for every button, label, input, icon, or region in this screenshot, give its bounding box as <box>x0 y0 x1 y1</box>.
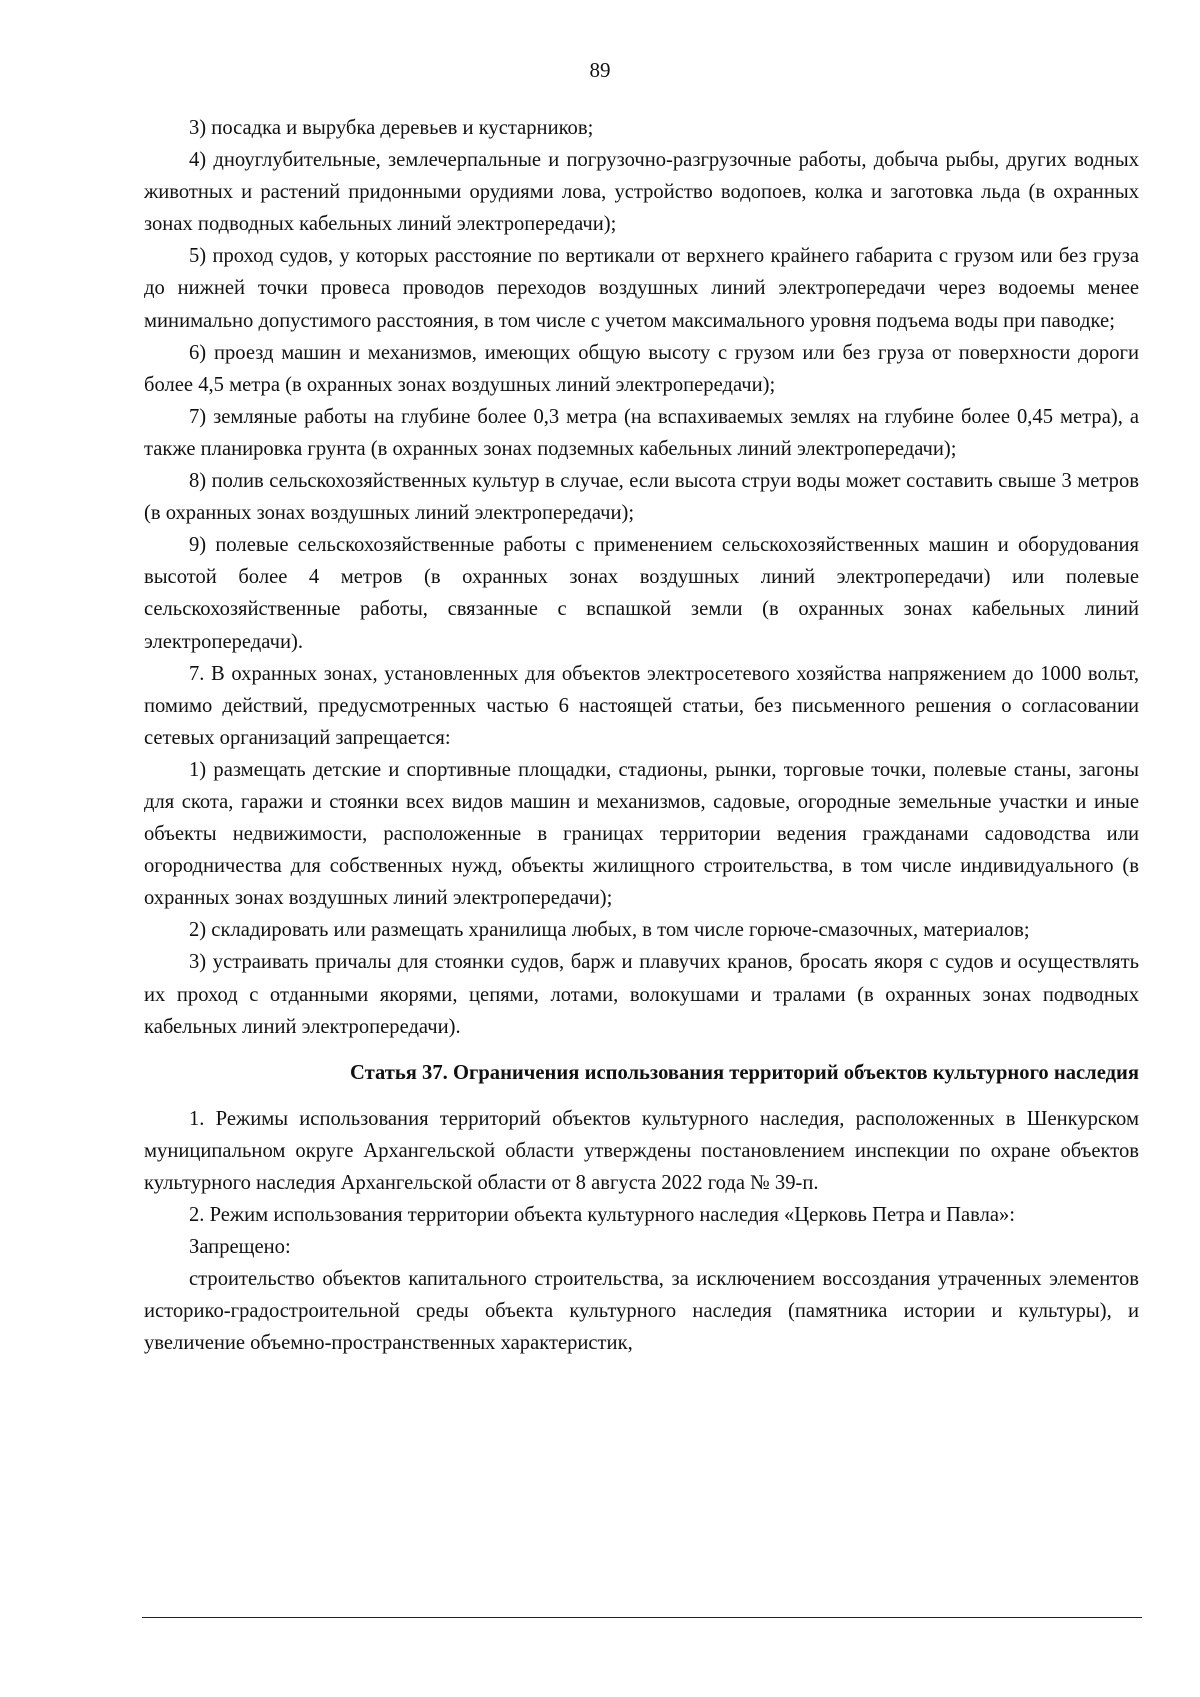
paragraph-clause-7-item-2: 2) складировать или размещать хранилища любых, в том числе горюче-смазочных, материалов; <box>189 919 1030 942</box>
paragraph-item-3: 3) посадка и вырубка деревьев и кустарников; <box>189 117 594 139</box>
paragraph-item-4: 4) дноуглубительные, землечерпальные и погрузочно-разгрузочные работы, добыча рыбы, других водных животных и растений придонными орудиями лова, устройство водопоев, колка и заготовка льда (в охранных зонах подводных кабельных линий электропередачи); <box>144 149 1139 236</box>
paragraph-item-7: 7) земляные работы на глубине более 0,3 метра (на вспахиваемых землях на глубине более 0,45 метра), а также планировка грунта (в охранных зонах подземных кабельных линий электропередачи); <box>144 405 1139 460</box>
paragraph-clause-7: 7. В охранных зонах, установленных для объектов электросетевого хозяйства напряжением до 1000 вольт, помимо действий, предусмотренных частью 6 настоящей статьи, без письменного решения о согласовании сетевых организаций запрещается: <box>144 662 1139 749</box>
paragraph-item-6: 6) проезд машин и механизмов, имеющих общую высоту с грузом или без груза от поверхности дороги более 4,5 метра (в охранных зонах воздушных линий электропередачи); <box>144 341 1139 396</box>
article-paragraph-construction: строительство объектов капитального строительства, за исключением воссоздания утраченных элементов историко-градостроительной среды объекта культурного наследия (памятника истории и культуры), и увеличение объемно-пространственных характеристик, <box>144 1268 1139 1355</box>
page-number: 89 <box>589 58 611 82</box>
document-body <box>144 112 1139 1360</box>
article-paragraph-1: 1. Режимы использования территорий объектов культурного наследия, расположенных в Шенкурском муниципальном округе Архангельской области утверждены постановлением инспекции по охране объектов культурного наследия Архангельской области от 8 августа 2022 года № 39-п. <box>144 1107 1139 1194</box>
paragraph-clause-7-item-1: 1) размещать детские и спортивные площадки, стадионы, рынки, торговые точки, полевые станы, загоны для скота, гаражи и стоянки всех видов машин и механизмов, садовые, огородные земельные участки и иные объекты недвижимости, расположенные в границах территории ведения гражданами садоводства или огородничества для собственных нужд, объекты жилищного строительства, в том числе индивидуального (в охранных зонах воздушных линий электропередачи); <box>144 758 1139 910</box>
footer-divider <box>142 1617 1142 1618</box>
article-heading: Статья 37. Ограничения использования территорий объектов культурного наследия <box>350 1061 1139 1084</box>
article-paragraph-prohibited: Запрещено: <box>189 1236 291 1259</box>
paragraph-clause-7-item-3: 3) устраивать причалы для стоянки судов, барж и плавучих кранов, бросать якоря с судов и осуществлять их проход с отданными якорями, цепями, лотами, волокушами и тралами (в охранных зонах подводных кабельных линий электропередачи). <box>144 951 1139 1038</box>
paragraph-item-5: 5) проход судов, у которых расстояние по вертикали от верхнего крайнего габарита с грузом или без груза до нижней точки провеса проводов переходов воздушных линий электропередачи через водоемы менее минимально допустимого расстояния, в том числе с учетом максимального уровня подъема воды при паводке; <box>144 245 1139 332</box>
article-paragraph-2: 2. Режим использования территории объекта культурного наследия «Церковь Петра и Павла»: <box>189 1204 1016 1227</box>
paragraph-item-8: 8) полив сельскохозяйственных культур в случае, если высота струи воды может составить свыше 3 метров (в охранных зонах воздушных линий электропередачи); <box>144 470 1139 525</box>
paragraph-item-9: 9) полевые сельскохозяйственные работы с применением сельскохозяйственных машин и оборудования высотой более 4 метров (в охранных зонах воздушных линий электропередачи) или полевые сельскохозяйственные работы, связанные с вспашкой земли (в охранных зонах кабельных линий электропередачи). <box>144 534 1139 653</box>
